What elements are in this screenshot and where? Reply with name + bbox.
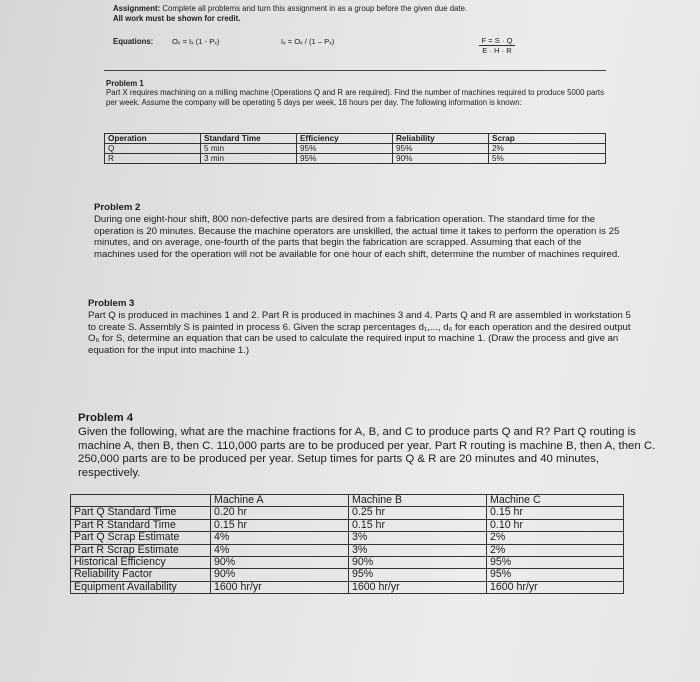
table-cell: 2% xyxy=(487,532,624,544)
assignment-label: Assignment: xyxy=(113,4,161,13)
equation-fraction xyxy=(462,36,532,55)
table-row xyxy=(71,581,624,593)
table-cell: 95% xyxy=(487,569,624,581)
table-row xyxy=(71,532,624,544)
problem2-title: Problem 2 xyxy=(94,202,141,213)
table-cell: Part Q Scrap Estimate xyxy=(71,532,211,544)
table-cell: 1600 hr/yr xyxy=(487,581,624,593)
table-cell: 1600 hr/yr xyxy=(349,581,487,593)
equations-label: Equations: xyxy=(113,37,154,46)
table-cell: 1600 hr/yr xyxy=(211,581,349,593)
problem4-table xyxy=(70,494,624,594)
table-cell: 0.15 hr xyxy=(487,507,624,519)
table-cell: Part R Scrap Estimate xyxy=(71,544,211,556)
table-cell: 3% xyxy=(349,544,487,556)
table-cell: Historical Efficiency xyxy=(71,557,211,569)
table-cell: 0.15 hr xyxy=(211,519,349,531)
table-row xyxy=(105,144,606,154)
table-cell: 4% xyxy=(211,544,349,556)
table-header-cell: Machine A xyxy=(211,495,349,507)
table-cell: Q xyxy=(105,144,201,154)
table-cell: 2% xyxy=(487,544,624,556)
table-header-row xyxy=(71,495,624,507)
table-cell: 0.10 hr xyxy=(487,519,624,531)
table-cell: 95% xyxy=(487,557,624,569)
work-note: All work must be shown for credit. xyxy=(113,14,241,23)
table-cell: 5% xyxy=(489,154,606,164)
equation-input: Iₓ = Oₓ / (1 – Pₓ) xyxy=(281,37,335,46)
problem3-text: Part Q is produced in machines 1 and 2. Part R is produced in machines 3 and 4. Parts Q and R are assembled in workstation 5 to create S. Assembly S is painted in process 6. Given the scrap percentages d₁,..., d₆ for each operation and the desired output O₆ for S, determine an equation that can be used to calculate the required input to machine 1. (Draw the process and give an equation for the input into machine 1.) xyxy=(88,310,631,356)
table-cell: 2% xyxy=(489,144,606,154)
table-cell: Reliability Factor xyxy=(71,569,211,581)
table-cell: Part Q Standard Time xyxy=(71,507,211,519)
table-header-cell: Efficiency xyxy=(297,134,393,144)
table-cell: 0.15 hr xyxy=(349,519,487,531)
table-header-row xyxy=(105,134,606,144)
table-header-cell: Reliability xyxy=(393,134,489,144)
table-cell: 0.25 hr xyxy=(349,507,487,519)
table-cell: 95% xyxy=(349,569,487,581)
table-cell: 4% xyxy=(211,532,349,544)
table-cell: 90% xyxy=(349,557,487,569)
table-cell: 3 min xyxy=(201,154,297,164)
table-row xyxy=(71,544,624,556)
table-cell: 90% xyxy=(393,154,489,164)
equation-fraction-numerator: F = S · Q xyxy=(481,36,513,45)
table-header-cell: Scrap xyxy=(489,134,606,144)
problem1-text: Part X requires machining on a milling machine (Operations Q and R are required). Find the number of machines required to produce 5000 parts per week. Assume the company will be operating 5 days per week, 18 hours per day. The following information is known: xyxy=(106,88,604,107)
table-cell: 90% xyxy=(211,569,349,581)
problem4-text: Given the following, what are the machine fractions for A, B, and C to produce parts Q and R? Part Q routing is machine A, then B, then C. 110,000 parts are to be produced per year. Part R routing is machine B, then A, then C. 250,000 parts are to be produced per year. Setup times for parts Q & R are 20 minutes and 40 minutes, respectively. xyxy=(78,426,656,479)
table-header-cell: Machine B xyxy=(349,495,487,507)
equation-output: Oₓ = Iₓ (1 - Pₓ) xyxy=(172,37,220,46)
table-cell: 5 min xyxy=(201,144,297,154)
table-row xyxy=(71,557,624,569)
table-cell: 95% xyxy=(297,144,393,154)
table-cell: Part R Standard Time xyxy=(71,519,211,531)
table-cell: 95% xyxy=(393,144,489,154)
table-cell: R xyxy=(105,154,201,164)
problem1-table xyxy=(104,133,606,164)
table-header-cell xyxy=(71,495,211,507)
assignment-line xyxy=(113,4,633,14)
problem3-title: Problem 3 xyxy=(88,298,135,309)
table-cell: 90% xyxy=(211,557,349,569)
problem1-title: Problem 1 xyxy=(106,79,144,88)
table-row xyxy=(105,154,606,164)
table-row xyxy=(71,507,624,519)
assignment-text: Complete all problems and turn this assignment in as a group before the given due date. xyxy=(162,4,468,13)
table-header-cell: Operation xyxy=(105,134,201,144)
table-header-cell: Standard Time xyxy=(201,134,297,144)
header-divider xyxy=(104,70,606,71)
problem2-text: During one eight-hour shift, 800 non-defective parts are desired from a fabrication operation. The standard time for the operation is 20 minutes. Because the machine operators are unskilled, the actual time it takes to perform the operation is 25 minutes, and on average, one-fourth of the parts that begin the fabrication are scrapped. Assuming that each of the machines used for the operation will not be available for one hour of each shift, determine the number of machines required. xyxy=(94,214,620,260)
table-row xyxy=(71,519,624,531)
table-row xyxy=(71,569,624,581)
table-cell: Equipment Availability xyxy=(71,581,211,593)
problem4-title: Problem 4 xyxy=(78,412,134,424)
table-cell: 95% xyxy=(297,154,393,164)
table-cell: 3% xyxy=(349,532,487,544)
table-header-cell: Machine C xyxy=(487,495,624,507)
equation-fraction-denominator: E · H · R xyxy=(482,46,512,55)
table-cell: 0.20 hr xyxy=(211,507,349,519)
